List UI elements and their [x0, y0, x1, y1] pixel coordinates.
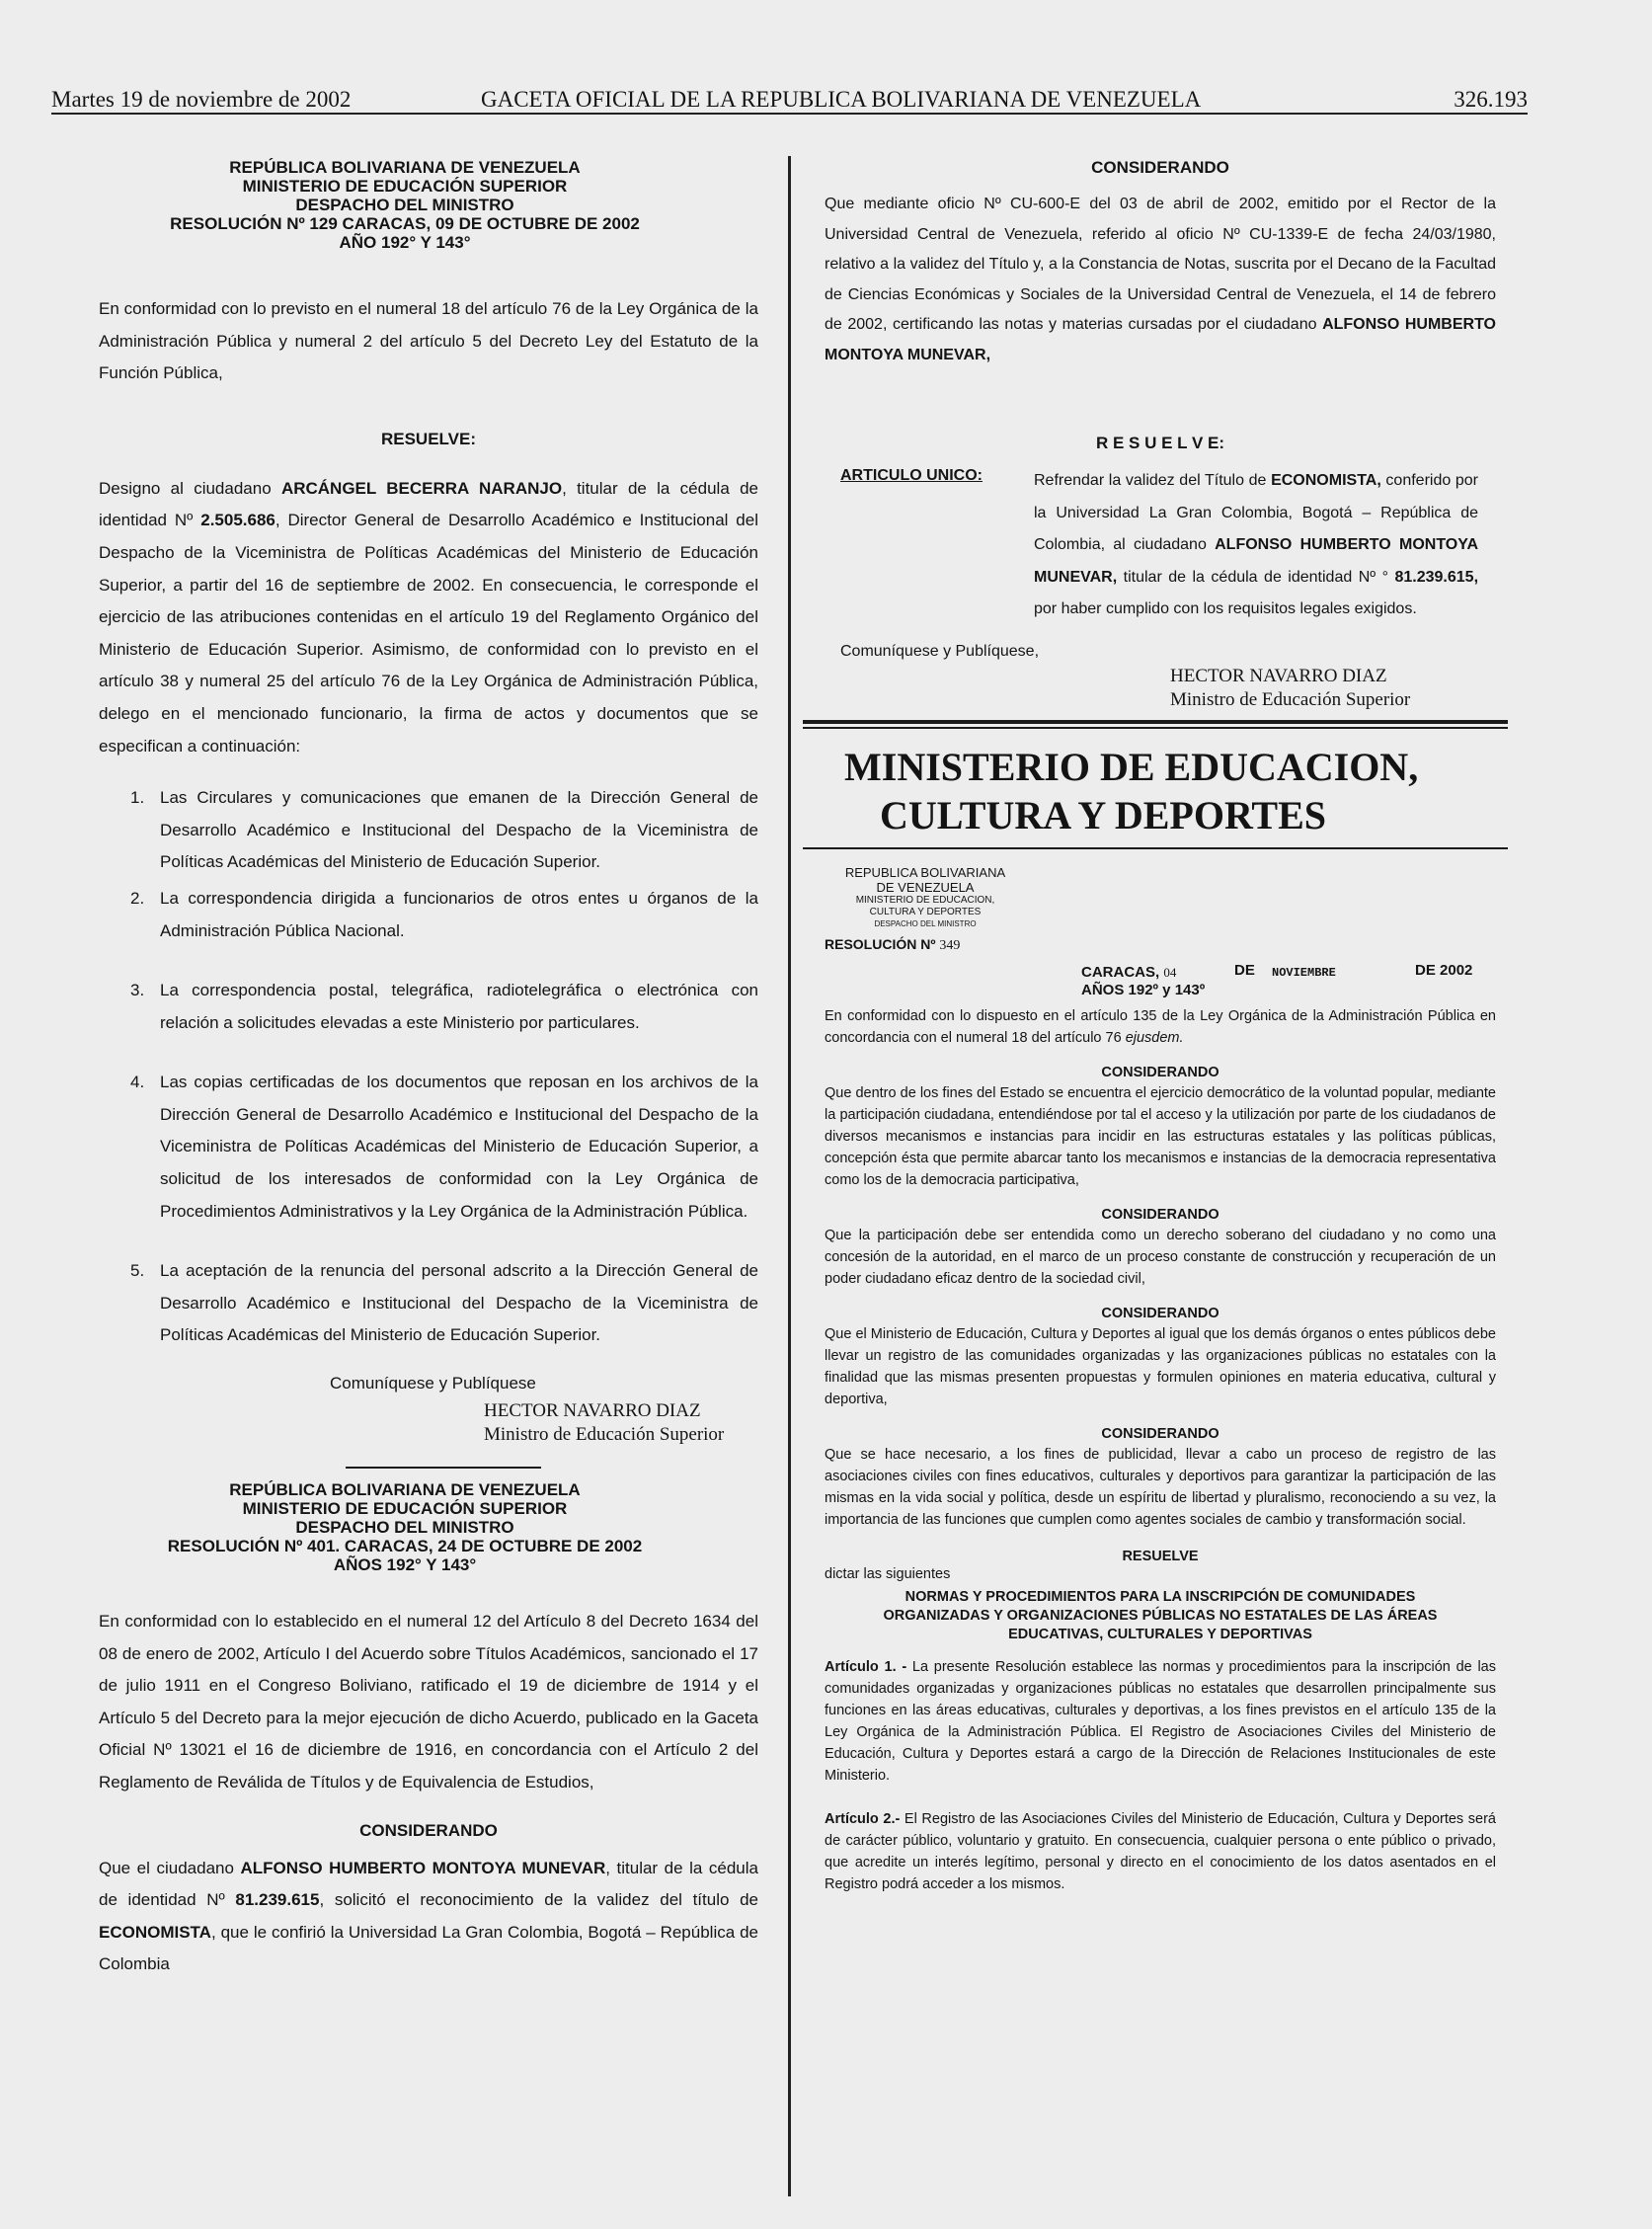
resolution-129: [99, 158, 758, 1447]
header-title: GACETA OFICIAL DE LA REPUBLICA BOLIVARIANA DE VENEZUELA: [481, 87, 1202, 112]
resolution-401-considerando-text: Que el ciudadano ALFONSO HUMBERTO MONTOYA MUNEVAR, titular de la cédula de identidad Nº 81.239.615, solicitó el reconocimiento de la validez del título de ECONOMISTA, que le confirió la Universidad La Gran Colombia, Bogotá – República de Colombia: [99, 1858, 758, 1974]
resolution-401-considerando: CONSIDERANDO: [359, 1820, 498, 1840]
header-date: Martes 19 de noviembre de 2002: [51, 87, 352, 112]
signatory-name: HECTOR NAVARRO DIAZ: [1170, 666, 1387, 686]
resolution-401-heading: [99, 1480, 711, 1574]
date-de: DE: [1234, 962, 1255, 979]
ministry-rule-top-2: [803, 727, 1508, 729]
considerando-text: Que el Ministerio de Educación, Cultura y Deportes al igual que los demás órganos o entes públicos debe llevar un registro de las comunidades organizadas y las organizaciones públicas no estatales con la finalidad que las mismas presenten propuestas y formulen opiniones en materia educativa, cultural y deportiva,: [825, 1326, 1496, 1407]
articulo-unico: [825, 467, 1496, 643]
heading-line: AÑOS 192° Y 143°: [333, 1555, 477, 1575]
date-month: NOVIEMBRE: [1272, 966, 1336, 980]
heading-line: RESOLUCIÓN Nº 129 CARACAS, 09 DE OCTUBRE DE 2002: [170, 214, 640, 233]
article-2: Artículo 2.- El Registro de las Asociaciones Civiles del Ministerio de Educación, Cultura y Deportes será de carácter público, voluntario y gratuito. En consecuencia, cualquier persona o ente público o privado, que acredite un interés legítimo, personal y directo en el conocimiento de los datos asentados en el Registro podrá acceder a los mismos.: [825, 1811, 1496, 1892]
heading-line: AÑO 192° Y 143°: [339, 233, 471, 252]
heading-line: MINISTERIO DE EDUCACIÓN SUPERIOR: [242, 177, 568, 196]
applicant-name: ALFONSO HUMBERTO MONTOYA MUNEVAR: [240, 1858, 606, 1877]
dictar-text: dictar las siguientes: [825, 1566, 951, 1582]
list-item: 4. Las copias certificadas de los documentos que reposan en los archivos de la Dirección General de Desarrollo Académico e Institucional del Despacho de la Viceministra de Políticas Académicas del Ministerio de Educación Superior, a solicitud de los interesados de conformidad con la Ley Orgánica de Procedimientos Administrativos y la Ley Orgánica de la Administración Pública.: [130, 1073, 758, 1221]
considerando-heading: CONSIDERANDO: [1101, 1065, 1219, 1080]
right-signature: [825, 665, 1496, 712]
ministry-banner-line: CULTURA Y DEPORTES: [880, 793, 1327, 837]
body-text: , Director General de Desarrollo Académico e Institucional del Despacho de la Viceministra de Políticas Académicas del Ministerio de Educación Superior, a partir del 16 de septiembre de 2002. En consecuencia, le corresponde el ejercicio de las atribuciones contenidas en el artículo 19 del Reglamento Orgánico del Ministerio de Educación Superior. Asimismo, de conformidad con lo previsto en el artículo 38 y numeral 25 del artículo 76 de la Ley Orgánica de Administración Pública, delego en el mencionado funcionario, la firma de actos y documentos que se especifican a continuación:: [99, 511, 758, 756]
appointee-id: 2.505.686: [200, 511, 275, 530]
delegated-items-list: [99, 782, 758, 1352]
ministry-rule-top: [803, 720, 1508, 724]
resolution-349-intro: En conformidad con lo dispuesto en el artículo 135 de la Ley Orgánica de la Administración Pública en concordancia con el numeral 18 del artículo 76 ejusdem.: [825, 1008, 1496, 1046]
resolution-129-resuelve: RESUELVE:: [380, 429, 477, 448]
right-column: [825, 158, 1496, 1895]
body-text: , titular de la cédula de identidad Nº: [99, 478, 758, 530]
resolution-129-heading: [99, 158, 711, 252]
section-separator: [346, 1467, 541, 1469]
heading-line: REPÚBLICA BOLIVARIANA DE VENEZUELA: [229, 1480, 581, 1500]
resolution-349-date: [825, 954, 1496, 997]
article-1: Artículo 1. - La presente Resolución establece las normas y procedimientos para la inscripción de las comunidades organizadas y organizaciones públicas no estatales que desarrollen principalmente sus funciones en las áreas educativas, culturales y deportivas, a los fines previstos en el artículo 135 de la Ley Orgánica de la Administración Pública. El Registro de Asociaciones Civiles del Ministerio de Educación, Cultura y Deportes estará a cargo de la Dirección de Relaciones Institucionales de este Ministerio.: [825, 1659, 1496, 1784]
resolution-401: [99, 1480, 758, 1981]
signatory-name: HECTOR NAVARRO DIAZ: [484, 1400, 701, 1422]
considerando-text: Que dentro de los fines del Estado se encuentra el ejercicio democrático de la voluntad popular, mediante la participación ciudadana, entendiéndose por tal el acceso y la utilización por parte de los ciudadanos de diversos mecanismos e instancias para incidir en las estructuras estatales y las políticas públicas, concepción ésta que permite abarcar tanto los mecanismos e instancias de la democracia representativa como los de la democracia participativa,: [825, 1085, 1496, 1188]
considerando-text: Que mediante oficio Nº CU-600-E del 03 de abril de 2002, emitido por el Rector de la Universidad Central de Venezuela, referido al oficio Nº CU-1339-E de fecha 24/03/1980, relativo a la validez del Título y, a la Constancia de Notas, suscrita por el Decano de la Facultad de Ciencias Económicas y Sociales de la Universidad Central de Venezuela, el 14 de febrero de 2002, certificando las notas y materias cursadas por el ciudadano ALFONSO HUMBERTO MONTOYA MUNEVAR,: [825, 196, 1497, 363]
header-page-number: 326.193: [1454, 87, 1528, 112]
considerando-heading: CONSIDERANDO: [1101, 1207, 1219, 1223]
list-item: 5. La aceptación de la renuncia del personal adscrito a la Dirección General de Desarrollo Académico e Institucional del Despacho de la Viceministra de Políticas Académicas del Ministerio de Educación Superior.: [130, 1261, 758, 1345]
ministry-banner-line: MINISTERIO DE EDUCACION,: [844, 745, 1419, 789]
resolution-129-closing: Comuníquese y Publíquese: [330, 1374, 536, 1393]
articulo-unico-label: ARTICULO UNICO:: [840, 467, 983, 484]
degree-title: ECONOMISTA: [99, 1922, 211, 1942]
articulo-unico-text: Refrendar la validez del Título de ECONOMISTA, conferido por la Universidad La Gran Colombia, Bogotá – República de Colombia, al ciudadano ALFONSO HUMBERTO MONTOYA MUNEVAR, titular de la cédula de identidad Nº ° 81.239.615, por haber cumplido con los requisitos legales exigidos.: [1034, 472, 1479, 618]
right-closing: Comuníquese y Publíquese,: [840, 643, 1040, 660]
heading-line: DESPACHO DEL MINISTRO: [295, 1518, 514, 1538]
running-header: [51, 87, 1528, 113]
column-divider: [788, 156, 791, 2196]
normas-title: NORMAS Y PROCEDIMIENTOS PARA LA INSCRIPCIÓN DE COMUNIDADES ORGANIZADAS Y ORGANIZACIONES PÚBLICAS NO ESTATALES DE LAS ÁREAS EDUCATIVAS, CULTURALES Y DEPORTIVAS: [883, 1589, 1438, 1642]
list-item: 1. Las Circulares y comunicaciones que emanen de la Dirección General de Desarrollo Académico e Institucional del Despacho de la Viceministra de Políticas Académicas del Ministerio de Educación Superior.: [130, 788, 758, 872]
list-item: 2. La correspondencia dirigida a funcionarios de otros entes u órganos de la Administración Pública Nacional.: [130, 888, 758, 940]
resolution-129-signature: [99, 1399, 758, 1447]
considerando-heading: CONSIDERANDO: [1091, 158, 1229, 177]
appointee-name: ARCÁNGEL BECERRA NARANJO: [280, 478, 563, 498]
ministry-rule-bottom: [803, 847, 1508, 849]
applicant-id: 81.239.615: [235, 1890, 320, 1910]
resolution-129-intro: En conformidad con lo previsto en el numeral 18 del artículo 76 de la Ley Orgánica de la Administración Pública y numeral 2 del artículo 5 del Decreto Ley del Estatuto de la Función Pública,: [99, 299, 758, 383]
resolution-129-body: [99, 473, 758, 762]
resolution-349-resuelve: RESUELVE: [1122, 1549, 1199, 1564]
list-item: 3. La correspondencia postal, telegráfica, radiotelegráfica o electrónica con relación a solicitudes elevadas a este Ministerio por particulares.: [130, 981, 758, 1032]
heading-line: REPÚBLICA BOLIVARIANA DE VENEZUELA: [229, 158, 581, 177]
heading-line: MINISTERIO DE EDUCACIÓN SUPERIOR: [242, 1499, 568, 1519]
resolution-349-number: RESOLUCIÓN Nº 349: [825, 936, 961, 953]
date-year: DE 2002: [1415, 962, 1473, 979]
resolution-349: [825, 865, 1496, 1895]
resolution-401-intro: En conformidad con lo establecido en el numeral 12 del Artículo 8 del Decreto 1634 del 08 de enero de 2002, Artículo I del Acuerdo sobre Títulos Académicos, sancionado el 17 de julio 1911 en el Congreso Boliviano, ratificado el 19 de diciembre de 1914 y el Artículo 5 del Decreto para la mejor ejecución de dicho Acuerdo, publicado en la Gaceta Oficial Nº 13021 el 16 de diciembre de 1916, en concordancia con el Artículo 2 del Reglamento de Reválida de Títulos y de Equivalencia de Estudios,: [99, 1612, 758, 1791]
resuelve-heading: R E S U E L V E:: [1095, 434, 1225, 452]
heading-line: RESOLUCIÓN Nº 401. CARACAS, 24 DE OCTUBRE DE 2002: [167, 1537, 643, 1556]
date-years: AÑOS 192º y 143º: [1081, 982, 1206, 998]
citizen-name: ALFONSO HUMBERTO MONTOYA MUNEVAR,: [825, 316, 1497, 363]
signatory-title: Ministro de Educación Superior: [484, 1424, 725, 1446]
considerando-text: Que la participación debe ser entendida como un derecho soberano del ciudadano y no como una concesión de la autoridad, en el marco de un proceso constante de construcción y recuperación de un poder ciudadano eficaz dentro de la sociedad civil,: [825, 1228, 1496, 1287]
left-column: [99, 158, 758, 1981]
resolution-349-letterhead: REPUBLICA BOLIVARIANA DE VENEZUELA MINISTERIO DE EDUCACION, CULTURA Y DEPORTES DESPACHO DEL MINISTRO: [844, 865, 1006, 928]
signatory-title: Ministro de Educación Superior: [1170, 689, 1411, 710]
heading-line: DESPACHO DEL MINISTRO: [295, 196, 514, 214]
considerando-heading: CONSIDERANDO: [1101, 1426, 1219, 1442]
header-rule: [51, 113, 1528, 115]
considerando-text: Que se hace necesario, a los fines de publicidad, llevar a cabo un proceso de registro de las asociaciones civiles con fines educativos, culturales y deportivos para garantizar la participación de las mismas en la vida social y política, desde un espíritu de libertad y pluralismo, reconociendo a su vez, la importancia de las funciones que cumplen como agentes sociales de cambio y transformación social.: [825, 1447, 1496, 1528]
ministry-banner: [825, 743, 1496, 839]
considerando-heading: CONSIDERANDO: [1101, 1306, 1219, 1321]
body-text: Designo al ciudadano: [99, 478, 272, 498]
date-city: CARACAS, 04: [1081, 964, 1177, 981]
